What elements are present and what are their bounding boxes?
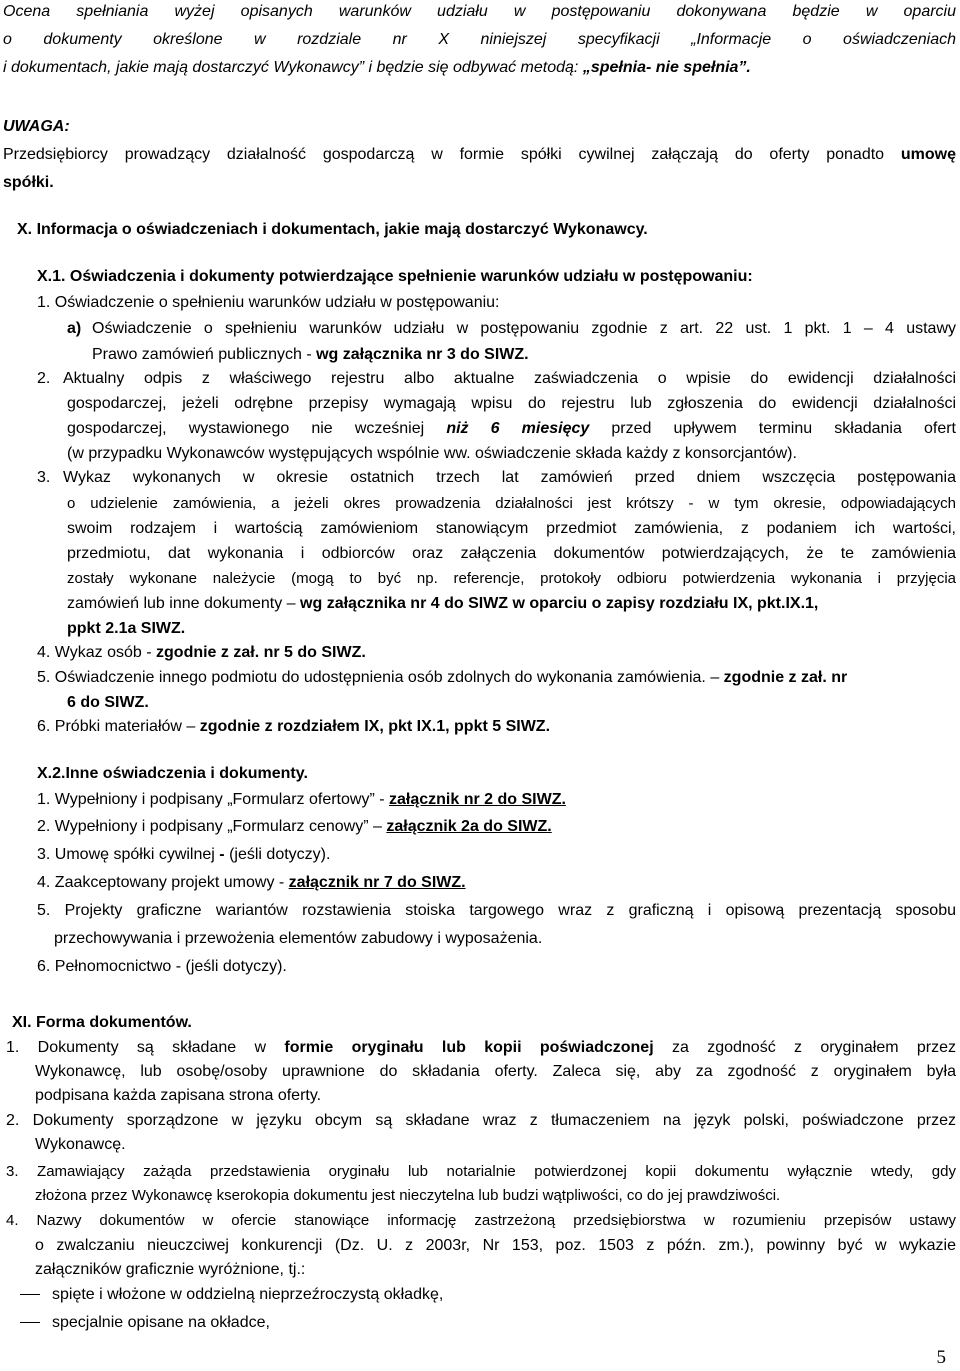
intro-method: „spełnia- nie spełnia”.	[582, 59, 751, 76]
x2-item-5-line-1: 5. Projekty graficzne wariantów rozstawienia stoiska targowego wraz z graficzną i opisową prezentacją sposobu	[37, 902, 956, 919]
x1-item-3-line-6	[67, 594, 960, 614]
xi-item-1-line-2: Wykonawcę, lub osobę/osoby uprawnione do składania oferty. Zaleca się, aby za zgodność z oryginałem była	[35, 1063, 956, 1080]
xi-item-1-line-1	[6, 1038, 956, 1058]
uwaga-line-2: spółki.	[3, 174, 54, 191]
x2-item-3-note: (jeśli dotyczy).	[229, 846, 331, 863]
dash-bullet-icon	[20, 1294, 40, 1295]
x2-item-3	[37, 845, 960, 865]
x2-item-4-text: 4. Zaakceptowany projekt umowy -	[37, 874, 285, 891]
x1-item-1: 1. Oświadczenie o spełnieniu warunków udziału w postępowaniu:	[37, 294, 500, 311]
x1-item-6-ref: zgodnie z rozdziałem IX, pkt IX.1, ppkt 5 SIWZ.	[199, 718, 551, 735]
xi-bullet-1	[20, 1285, 960, 1305]
x1-item-4-text: 4. Wykaz osób -	[37, 644, 152, 661]
page-number: 5	[936, 1347, 946, 1368]
x2-item-4	[37, 873, 960, 893]
x1-item-1a-line-1: Oświadczenie o spełnieniu warunków udziału w postępowaniu zgodnie z art. 22 ust. 1 pkt. 1 – 4 ustawy	[92, 320, 956, 337]
x1-item-3-num: 3.	[37, 469, 51, 486]
x2-item-2	[37, 817, 960, 837]
x2-item-2-text: 2. Wypełniony i podpisany „Formularz cenowy” –	[37, 818, 382, 835]
x2-item-3-text: 3. Umowę spółki cywilnej	[37, 846, 215, 863]
x1-item-4	[37, 643, 960, 663]
intro-line-1: Ocena spełniania wyżej opisanych warunków udziału w postępowaniu dokonywana będzie w oparciu	[3, 3, 956, 20]
xi-item-2-line-2: Wykonawcę.	[35, 1136, 126, 1153]
x1-item-5	[37, 668, 960, 688]
x2-item-4-ref: załącznik nr 7 do SIWZ.	[288, 874, 466, 891]
x1-item-2-deadline: niż 6 miesięcy	[446, 420, 590, 437]
xi-item-1-form: formie oryginału lub kopii poświadczonej	[284, 1039, 654, 1056]
xi-bullet-1-text: spięte i włożone w oddzielną nieprzeźroczystą okładkę,	[52, 1286, 444, 1303]
intro-line-3-text: i dokumentach, jakie mają dostarczyć Wykonawcy” i będzie się odbywać metodą:	[3, 59, 579, 76]
xi-item-4-line-3: załączników graficznie wyróżnione, tj.:	[35, 1261, 306, 1278]
section-x1-heading: X.1. Oświadczenia i dokumenty potwierdzające spełnienie warunków udziału w postępowaniu:	[37, 268, 753, 285]
x2-item-1	[37, 790, 960, 810]
uwaga-emphasis: umowę	[900, 146, 956, 163]
x1-item-3-line-6-a: zamówień lub inne dokumenty –	[67, 595, 296, 612]
x1-item-5-ref: zgodnie z zał. nr	[723, 669, 848, 686]
x1-item-2-line-3-c: przed upływem terminu składania ofert	[611, 420, 956, 437]
x1-item-3-line-7: ppkt 2.1a SIWZ.	[67, 620, 186, 637]
x1-item-3-line-1: Wykaz wykonanych w okresie ostatnich trzech lat zamówień przed dniem wszczęcia postępowania	[63, 469, 956, 486]
x1-item-1a-label: a)	[67, 320, 82, 337]
x2-item-1-ref: załącznik nr 2 do SIWZ.	[389, 791, 566, 808]
x1-item-3-ref: wg załącznika nr 4 do SIWZ w oparciu o zapisy rozdziału IX, pkt.IX.1,	[300, 595, 819, 612]
xi-item-2-line-1: 2. Dokumenty sporządzone w języku obcym są składane wraz z tłumaczeniem na język polski, poświadczone przez	[6, 1112, 956, 1129]
xi-item-4-line-2: o zwalczaniu nieuczciwej konkurencji (Dz. U. z 2003r, Nr 153, poz. 1503 z późn. zm.), powinny być w wykazie	[35, 1237, 956, 1254]
x1-item-2-line-3-a: gospodarczej, wystawionego nie wcześniej	[67, 420, 425, 437]
xi-bullet-2-text: specjalnie opisane na okładce,	[52, 1314, 270, 1331]
uwaga-heading: UWAGA:	[3, 118, 70, 135]
uwaga-line-1	[3, 145, 956, 165]
section-x-heading: X. Informacja o oświadczeniach i dokumentach, jakie mają dostarczyć Wykonawcy.	[17, 221, 648, 238]
xi-item-1-line-3: podpisana każda zapisana strona oferty.	[35, 1087, 322, 1104]
x1-item-4-ref: zgodnie z zał. nr 5 do SIWZ.	[156, 644, 366, 661]
x1-item-1a-ref: wg załącznika nr 3 do SIWZ.	[316, 346, 529, 363]
xi-bullet-2	[20, 1313, 960, 1333]
x1-item-2-line-1: Aktualny odpis z właściwego rejestru albo aktualne zaświadczenia o wpisie do ewidencji działalności	[63, 370, 956, 387]
x1-item-3-line-3: swoim rodzajem i wartością zamówieniom stanowiącym przedmiot zamówienia, z podaniem ich wartości,	[67, 520, 956, 537]
x2-item-6: 6. Pełnomocnictwo - (jeśli dotyczy).	[37, 958, 287, 975]
section-xi-heading: XI. Forma dokumentów.	[12, 1014, 192, 1031]
x1-item-3-line-5: zostały wykonane należycie (mogą to być np. referencje, protokoły odbioru potwierdzenia wykonania i przyjęcia	[67, 570, 956, 587]
section-x2-heading: X.2.Inne oświadczenia i dokumenty.	[37, 765, 308, 782]
x1-item-2-num: 2.	[37, 370, 51, 387]
intro-line-3	[3, 58, 960, 78]
x1-item-5-line-2: 6 do SIWZ.	[67, 694, 149, 711]
x1-item-6	[37, 717, 960, 737]
xi-item-4-line-1: 4. Nazwy dokumentów w ofercie stanowiące informację zastrzeżoną przedsiębiorstwa w rozumieniu przepisów ustawy	[6, 1212, 956, 1229]
xi-item-1-line-1-c: za zgodność z oryginałem przez	[671, 1039, 957, 1056]
x1-item-3-line-4: przedmiotu, dat wykonania i odbiorców oraz załączenia dokumentów potwierdzających, że te zamówienia	[67, 545, 956, 562]
dash-bullet-icon	[20, 1322, 40, 1323]
x1-item-2-line-2: gospodarczej, jeżeli odrębne przepisy wymagają wpisu do rejestru lub zgłoszenia do ewidencji działalności	[67, 395, 956, 412]
x1-item-1a-line-2-text: Prawo zamówień publicznych -	[92, 346, 312, 363]
intro-line-2: o dokumenty określone w rozdziale nr X niniejszej specyfikacji „Informacje o oświadczeniach	[3, 31, 956, 48]
x1-item-1a-line-2	[92, 345, 960, 365]
x2-item-2-ref: załącznik 2a do SIWZ.	[386, 818, 552, 835]
uwaga-line-1-text: Przedsiębiorcy prowadzący działalność gospodarczą w formie spółki cywilnej załączają do oferty ponadto	[3, 146, 885, 163]
x1-item-5-text: 5. Oświadczenie innego podmiotu do udostępnienia osób zdolnych do wykonania zamówienia. –	[37, 669, 720, 686]
x2-item-5-line-2: przechowywania i przewożenia elementów zabudowy i wyposażenia.	[54, 930, 543, 947]
x1-item-2-line-4: (w przypadku Wykonawców występujących wspólnie ww. oświadczenie składa każdy z konsorcjantów).	[67, 445, 797, 462]
x1-item-6-text: 6. Próbki materiałów –	[37, 718, 196, 735]
xi-item-3-line-2: złożona przez Wykonawcę kserokopia dokumentu jest nieczytelna lub budzi wątpliwości, co do jej prawdziwości.	[35, 1187, 781, 1204]
x1-item-2-line-3	[67, 419, 956, 439]
x2-item-3-dash: -	[219, 846, 225, 863]
x1-item-3-line-2: o udzielenie zamówienia, a jeżeli okres prowadzenia działalności jest krótszy - w tym okresie, odpowiadających	[67, 495, 956, 512]
x2-item-1-text: 1. Wypełniony i podpisany „Formularz ofertowy” -	[37, 791, 385, 808]
xi-item-1-line-1-a: 1. Dokumenty są składane w	[6, 1039, 267, 1056]
xi-item-3-line-1: 3. Zamawiający zażąda przedstawienia oryginału lub notarialnie potwierdzonej kopii dokumentu wyłącznie wtedy, gdy	[6, 1163, 956, 1180]
